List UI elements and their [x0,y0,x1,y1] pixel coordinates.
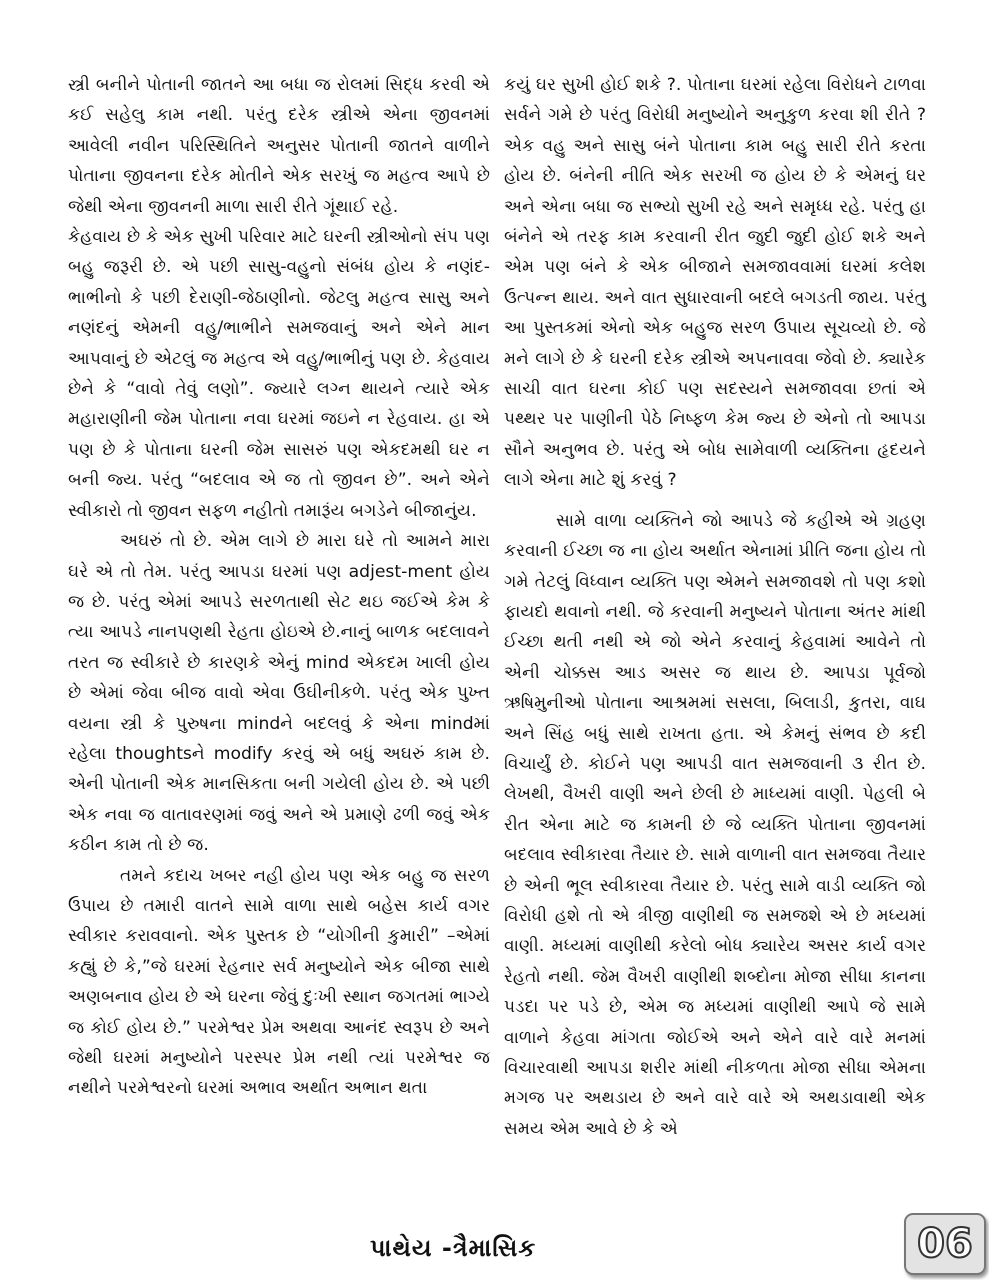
magazine-title: પાથેય -ત્રૈમાસિક [370,1234,537,1262]
page-footer [0,1228,989,1268]
article-paragraph: સ્ત્રી બનીને પોતાની જાતને આ બધા જ રોલમાં સિદ્ધ કરવી એ કઈ સહેલુ કામ નથી. પરંતુ દરેક સ્ત્રીએ એના જીવનમાં આવેલી નવીન પરિસ્થિતિને અનુસર પોતાની જાતને વાળીને પોતાના જીવનના દરેક મોતીને એક સરખું જ મહત્વ આપે છે જેથી એના જીવનની માળા સારી રીતે ગૂંથાઈ રહે. [68,75,490,217]
article-paragraph: સામે વાળા વ્યક્તિને જો આપડે જે કહીએ એ ગ્રહણ કરવાની ઈચ્છા જ ના હોય અર્થાત એનામાં પ્રીતિ જના હોય તો ગમે તેટલું વિધ્વાન વ્યક્તિ પણ એમને સમજાવશે તો પણ કશો ફાયદો થવાનો નથી. જે કરવાની મનુષ્યને પોતાના અંતર માંથી ઈચ્છા થતી નથી એ જો એને કરવાનું કેહવામાં આવેને તો એની ચોક્કસ આડ અસર જ થાય છે. આપડા પૂર્વજો ઋષિમુનીઓ પોતાના આશ્રમમાં સસલા, બિલાડી, કુતરા, વાઘ અને સિંહ બધું સાથે રાખતા હતા. એ કેમનું સંભવ છે કદી વિચાર્યું છે. કોઈને પણ આપડી વાત સમજવાની ૩ રીત છે. લેખથી, વૈખરી વાણી અને છેલી છે માધ્યમાં વાણી. પેહલી બે રીત એના માટે જ કામની છે જે વ્યક્તિ પોતાના જીવનમાં બદલાવ સ્વીકારવા તૈયાર છે. સામે વાળાની વાત સમજવા તૈયાર છે એની ભૂલ સ્વીકારવા તૈયાર છે. પરંતુ સામે વાડી વ્યક્તિ જો વિરોધી હશે તો એ ત્રીજી વાણીથી જ સમજશે એ છે મધ્યમાં વાણી. મધ્યમાં વાણીથી કરેલો બોધ ક્યારેય અસર કાર્ય વગર રેહતો નથી. જેમ વૈખરી વાણીથી શબ્દોના મોજા સીધા કાનના પડદા પર પડે છે, એમ જ મધ્યમાં વાણીથી આપે જે સામે વાળાને કેહવા માંગતા જોઈએ અને એને વારે વારે મનમાં વિચારવાથી આપડા શરીર માંથી નીકળતા મોજા સીધા એમના મગજ પર અથડાય છે અને વારે વારે એ અથડાવાથી એક સમય એમ આવે છે કે એ [504,510,926,1139]
article-left-column [68,70,490,1104]
article-right-column [504,70,926,1144]
article-paragraph: અઘરું તો છે. એમ લાગે છે મારા ઘરે તો આમને મારા ઘરે એ તો તેમ. પરંતુ આપડા ઘરમાં પણ adjest-ment હોય જ છે. પરંતુ એમાં આપડે સરળતાથી સેટ થઇ જઈએ કેમ કે ત્યા આપડે નાનપણથી રેહતા હોઇએ છે.નાનું બાળક બદલાવને તરત જ સ્વીકારે છે કારણકે એનું mind એકદમ ખાલી હોય છે એમાં જેવા બીજ વાવો એવા ઉઘીનીકળે. પરંતુ એક પુખ્ત વયના સ્ત્રી કે પુરુષના mindને બદલવું કે એના mindમાં રહેલા thoughtsને modify કરવું એ બધું અઘરું કામ છે. એની પોતાની એક માનસિકતા બની ગયેલી હોય છે. એ પછી એક નવા જ વાતાવરણમાં જવું અને એ પ્રમાણે ઢળી જવું એક કઠીન કામ તો છે જ. [68,531,490,856]
article-paragraph: તમને કદાચ ખબર નહી હોય પણ એક બહુ જ સરળ ઉપાય છે તમારી વાતને સામે વાળા સાથે બહેસ કાર્ય વગર સ્વીકાર કરાવવાનો. એક પુસ્તક છે “યોગીની કુમારી” –એમાં કહ્યું છે કે,”જે ઘરમાં રેહનાર સર્વ મનુષ્યોને એક બીજા સાથે અણબનાવ હોય છે એ ઘરના જેવું દુઃખી સ્થાન જગતમાં ભાગ્યે જ કોઈ હોય છે.” પરમેશ્વર પ્રેમ અથવા આનંદ સ્વરૂપ છે અને જેથી ઘરમાં મનુષ્યોને પરસ્પર પ્રેમ નથી ત્યાં પરમેશ્વર જ નથીને પરમેશ્વરનો ઘરમાં અભાવ અર્થાત અભાન થતા [68,865,490,1099]
page-number: 06 [917,1221,973,1267]
page-number-badge [904,1213,986,1275]
article-paragraph: કેહવાય છે કે એક સુખી પરિવાર માટે ઘરની સ્ત્રીઓનો સંપ પણ બહુ જરૂરી છે. એ પછી સાસુ-વહુનો સંબંધ હોય કે નણંદ-ભાભીનો કે પછી દેરાણી-જેઠાણીનો. જેટલુ મહત્વ સાસુ અને નણંદનું એમની વહુ/ભાભીને સમજવાનું અને એને માન આપવાનું છે એટલું જ મહત્વ એ વહુ/ભાભીનું પણ છે. કેહવાય છેને કે “વાવો તેવું લણો”. જ્યારે લગ્ન થાયને ત્યારે એક મહારાણીની જેમ પોતાના નવા ઘરમાં જઇને ન રેહવાય. હા એ પણ છે કે પોતાના ઘરની જેમ સાસરું પણ એકદમથી ઘર ન બની જ્ય. પરંતુ “બદલાવ એ જ તો જીવન છે”. અને એને સ્વીકારો તો જીવન સફળ નહીતો તમારૂંય બગડેને બીજાનુંય. [68,227,490,521]
article-paragraph: કયું ઘર સુખી હોઈ શકે ?. પોતાના ઘરમાં રહેલા વિરોધને ટાળવા સર્વને ગમે છે પરંતુ વિરોધી મનુષ્યોને અનુકુળ કરવા શી રીતે ? એક વહુ અને સાસુ બંને પોતાના કામ બહુ સારી રીતે કરતા હોય છે. બંનેની નીતિ એક સરખી જ હોય છે કે એમનું ઘર અને એના બધા જ સભ્યો સુખી રહે અને સમૃધ્ધ રહે. પરંતુ હા બંનેને એ તરફ કામ કરવાની રીત જુદી જુદી હોઈ શકે અને એમ પણ બંને કે એક બીજાને સમજાવવામાં ઘરમાં કલેશ ઉત્પન્ન થાય. અને વાત સુધારવાની બદલે બગડતી જાય. પરંતુ આ પુસ્તકમાં એનો એક બહુજ સરળ ઉપાય સૂચવ્યો છે. જે મને લાગે છે કે ઘરની દરેક સ્ત્રીએ અપનાવવા જેવો છે. ક્યારેક સાચી વાત ઘરના કોઈ પણ સદસ્યને સમજાવવા છતાં એ પથ્થર પર પાણીની પેઠે નિષ્ફળ કેમ જ્ય છે એનો તો આપડા સૌને અનુભવ છે. પરંતુ એ બોધ સામેવાળી વ્યક્તિના હૃદયને લાગે એના માટે શું કરવું ? [504,75,926,491]
